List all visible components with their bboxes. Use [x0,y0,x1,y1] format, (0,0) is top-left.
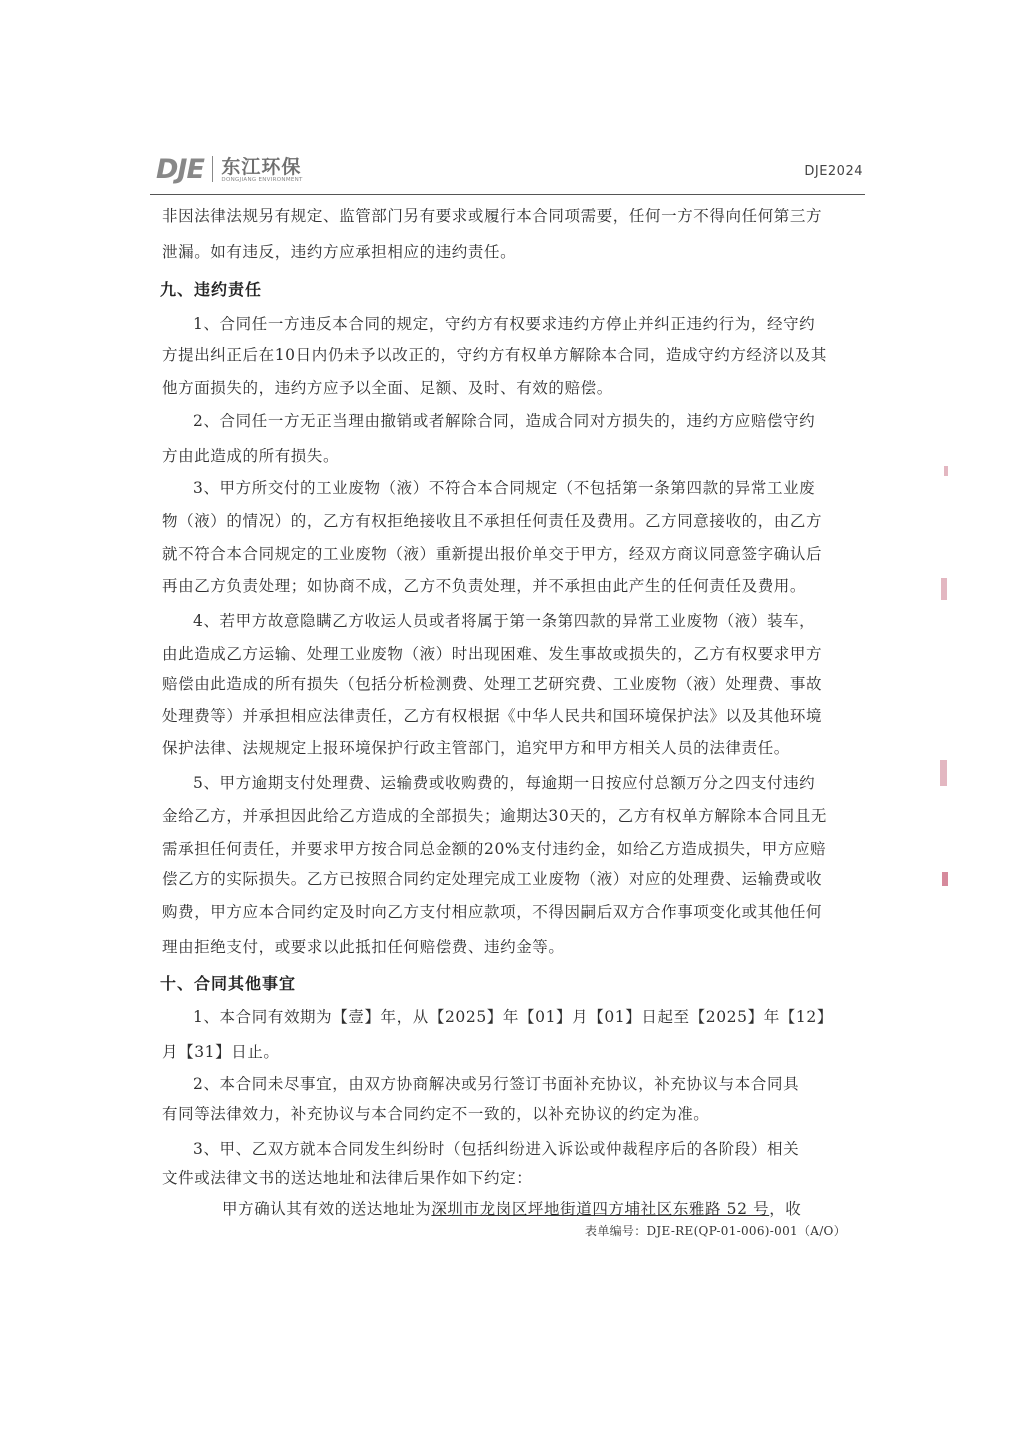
logo-divider [212,156,214,182]
document-code: DJE2024 [804,164,863,179]
company-logo [156,156,303,184]
stamp-edge-mark [942,872,948,886]
delivery-address-line [222,1198,801,1220]
paragraph-line: 有同等法律效力，补充协议与本合同约定不一致的，以补充协议的约定为准。 [162,1105,710,1123]
paragraph-line: 就不符合本合同规定的工业废物（液）重新提出报价单交于甲方，经双方商议同意签字确认后 [162,545,823,563]
form-number: 表单编号：DJE-RE(QP-01-006)-001（A/O） [585,1224,846,1238]
logo-chinese-name: 东江环保 [221,156,302,178]
delivery-address: 深圳市龙岗区坪地街道四方埔社区东雅路 52 号 [431,1200,770,1218]
paragraph-line: 2、本合同未尽事宜，由双方协商解决或另行签订书面补充协议，补充协议与本合同具 [193,1075,800,1093]
section-heading-breach-liability: 九、违约责任 [160,280,263,299]
paragraph-line: 5、甲方逾期支付处理费、运输费或收购费的，每逾期一日按应付总额万分之四支付违约 [193,774,816,792]
paragraph-line: 处理费等）并承担相应法律责任，乙方有权根据《中华人民共和国环境保护法》以及其他环境 [162,707,823,725]
paragraph-line: 由此造成乙方运输、处理工业废物（液）时出现困难、发生事故或损失的，乙方有权要求甲方 [162,645,823,663]
paragraph-line: 1、本合同有效期为【壹】年，从【2025】年【01】月【01】日起至【2025】年【12】 [193,1008,833,1026]
logo-english-name: DONGJIANG ENVIRONMENT [221,177,303,183]
paragraph-line: 保护法律、法规规定上报环境保护行政主管部门，追究甲方和甲方相关人员的法律责任。 [162,739,790,757]
stamp-edge-mark [944,466,948,476]
paragraph-line: 文件或法律文书的送达地址和法律后果作如下约定： [162,1169,533,1187]
section-heading-other-matters: 十、合同其他事宜 [160,974,297,993]
paragraph-line: 4、若甲方故意隐瞒乙方收运人员或者将属于第一条第四款的异常工业废物（液）装车， [193,612,816,630]
paragraph-line: 方提出纠正后在10日内仍未予以改正的，守约方有权单方解除本合同，造成守约方经济以及其 [162,346,827,364]
address-suffix: ，收 [769,1200,802,1218]
paragraph-line: 3、甲方所交付的工业废物（液）不符合本合同规定（不包括第一条第四款的异常工业废 [193,479,816,497]
paragraph-line: 1、合同任一方违反本合同的规定，守约方有权要求违约方停止并纠正违约行为，经守约 [193,315,816,333]
address-prefix: 甲方确认其有效的送达地址为 [222,1200,432,1218]
paragraph-line: 月【31】日止。 [162,1043,280,1061]
stamp-edge-mark [941,578,947,600]
paragraph-line: 再由乙方负责处理；如协商不成，乙方不负责处理，并不承担由此产生的任何责任及费用。 [162,577,807,595]
stamp-edge-mark [940,760,947,786]
paragraph-line: 方由此造成的所有损失。 [162,447,340,465]
paragraph-line: 赔偿由此造成的所有损失（包括分析检测费、处理工艺研究费、工业废物（液）处理费、事故 [162,675,823,693]
paragraph-line: 理由拒绝支付，或要求以此抵扣任何赔偿费、违约金等。 [162,938,565,956]
paragraph-line: 偿乙方的实际损失。乙方已按照合同约定处理完成工业废物（液）对应的处理费、运输费或收 [162,870,823,888]
logo-mark: DJE [156,154,204,185]
paragraph-line: 非因法律法规另有规定、监管部门另有要求或履行本合同项需要，任何一方不得向任何第三方 [162,207,823,225]
paragraph-line: 需承担任何责任，并要求甲方按合同总金额的20%支付违约金，如给乙方造成损失，甲方应赔 [162,840,827,858]
paragraph-line: 3、甲、乙双方就本合同发生纠纷时（包括纠纷进入诉讼或仲裁程序后的各阶段）相关 [193,1140,800,1158]
paragraph-line: 泄漏。如有违反，违约方应承担相应的违约责任。 [162,243,517,261]
paragraph-line: 2、合同任一方无正当理由撤销或者解除合同，造成合同对方损失的，违约方应赔偿守约 [193,412,816,430]
paragraph-line: 物（液）的情况）的，乙方有权拒绝接收且不承担任何责任及费用。乙方同意接收的，由乙方 [162,512,823,530]
page-header [150,150,865,195]
paragraph-line: 金给乙方，并承担因此给乙方造成的全部损失；逾期达30天的，乙方有权单方解除本合同且无 [162,807,827,825]
paragraph-line: 购费，甲方应本合同约定及时向乙方支付相应款项，不得因嗣后双方合作事项变化或其他任何 [162,903,823,921]
paragraph-line: 他方面损失的，违约方应予以全面、足额、及时、有效的赔偿。 [162,379,613,397]
